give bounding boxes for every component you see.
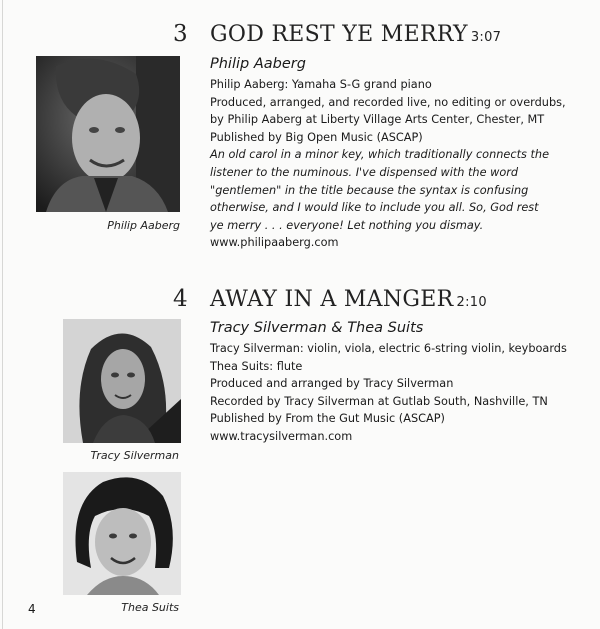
page-number: 4 bbox=[28, 602, 36, 616]
track-4-duration: 2:10 bbox=[456, 295, 487, 310]
track-3-credit-line: Philip Aaberg: Yamaha S-G grand piano bbox=[210, 78, 432, 91]
philip-aaberg-photo bbox=[36, 56, 180, 212]
track-3-artist: Philip Aaberg bbox=[210, 56, 306, 72]
track-3-title bbox=[210, 22, 501, 47]
tracy-silverman-photo bbox=[63, 319, 181, 443]
track-4-title bbox=[210, 287, 487, 312]
track-3-note-line: ye merry . . . everyone! Let nothing you dismay. bbox=[210, 218, 484, 232]
track-3-credit-line: Published by Big Open Music (ASCAP) bbox=[210, 130, 423, 144]
track-4-credit-line: Produced and arranged by Tracy Silverman bbox=[210, 377, 454, 391]
track-3-note-line: listener to the numinous. I've dispensed with the word bbox=[210, 165, 519, 179]
track-4-credit-line: Recorded by Tracy Silverman at Gutlab South, Nashville, TN bbox=[210, 394, 548, 408]
track-4-artist: Tracy Silverman & Thea Suits bbox=[210, 320, 424, 336]
track-3-credit-line: by Philip Aaberg at Liberty Village Arts Center, Chester, MT bbox=[210, 113, 545, 127]
track-3-credits bbox=[210, 55, 566, 252]
philip-aaberg-caption: Philip Aaberg bbox=[107, 219, 180, 232]
track-3-title-text: GOD REST YE MERRY bbox=[210, 22, 468, 47]
page-edge bbox=[2, 0, 3, 629]
tracy-silverman-caption: Tracy Silverman bbox=[90, 449, 179, 462]
track-3-website: www.philipaaberg.com bbox=[210, 236, 339, 250]
track-4-title-text: AWAY IN A MANGER bbox=[210, 287, 454, 312]
track-4-number: 4 bbox=[173, 286, 189, 312]
track-3-note-line: "gentlemen" in the title because the syntax is confusing bbox=[210, 183, 529, 197]
track-4-credit-line: Tracy Silverman: violin, viola, electric 6-string violin, keyboards bbox=[210, 342, 567, 355]
track-4-credit-line: Thea Suits: flute bbox=[210, 359, 303, 373]
thea-suits-photo bbox=[63, 472, 181, 595]
track-4-credit-line: Published by From the Gut Music (ASCAP) bbox=[210, 412, 445, 426]
track-3-note-line: An old carol in a minor key, which traditionally connects the bbox=[210, 148, 550, 162]
track-3-note-line: otherwise, and I would like to include you all. So, God rest bbox=[210, 201, 539, 215]
track-4-website: www.tracysilverman.com bbox=[210, 429, 353, 443]
track-3-credit-line: Produced, arranged, and recorded live, no editing or overdubs, bbox=[210, 95, 566, 109]
track-3-duration: 3:07 bbox=[470, 30, 502, 45]
track-4-credits bbox=[210, 319, 567, 446]
track-3-number: 3 bbox=[173, 21, 189, 47]
thea-suits-caption: Thea Suits bbox=[121, 601, 179, 614]
